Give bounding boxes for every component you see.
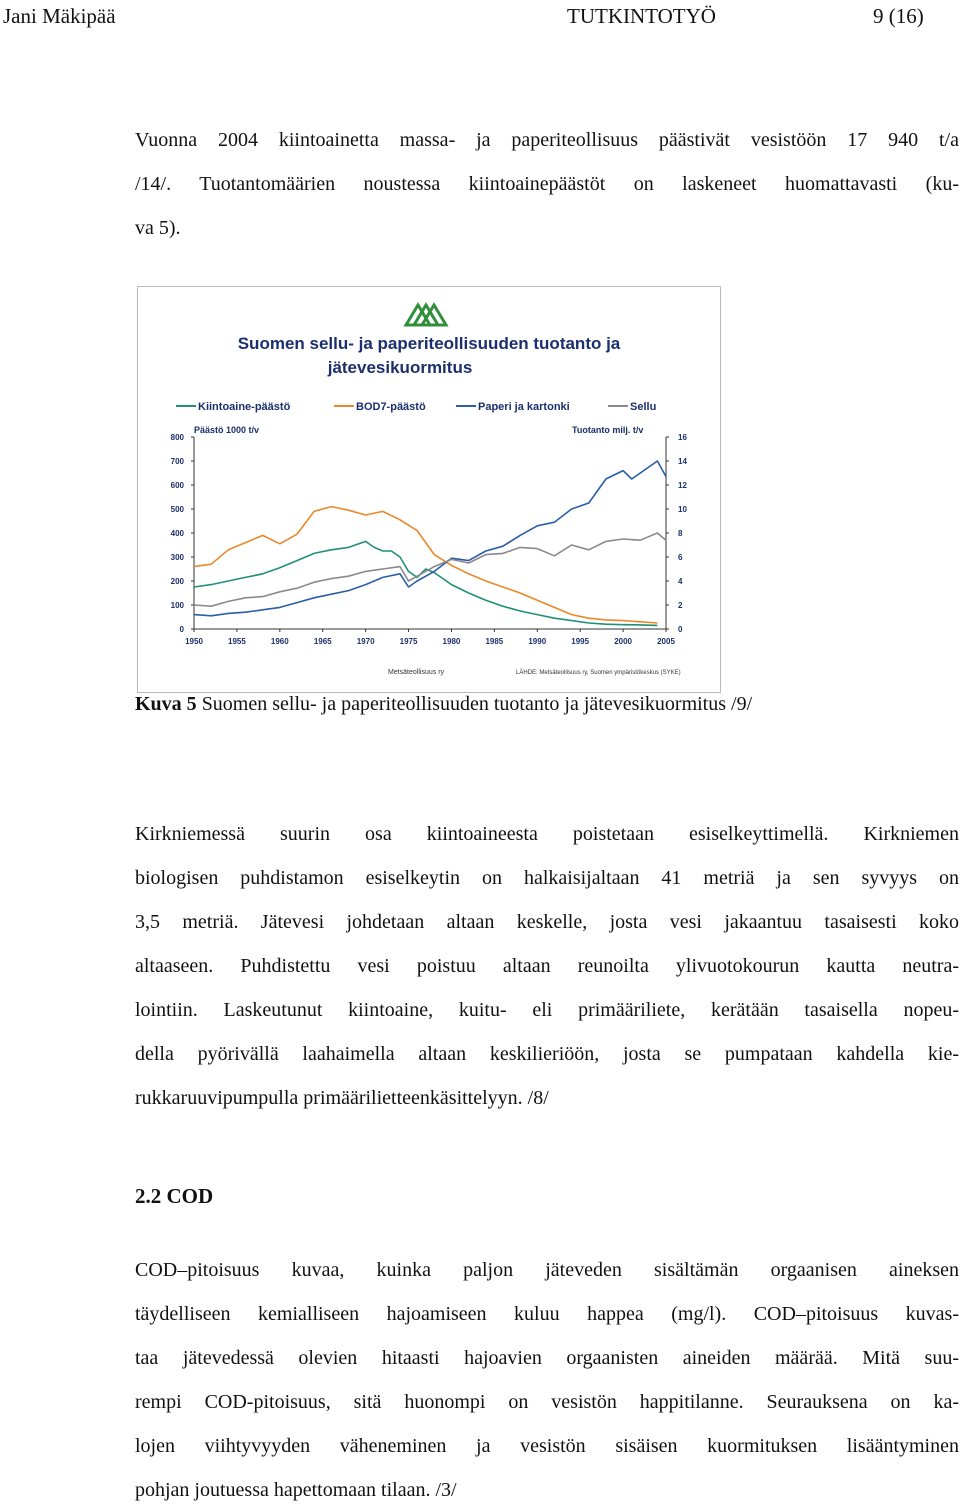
y-right-tick-label: 16	[678, 433, 687, 442]
header-page-number: 9 (16)	[873, 4, 924, 28]
legend-label-sellu: Sellu	[630, 401, 657, 413]
legend-label-kiintoaine: Kiintoaine-päästö	[198, 401, 291, 413]
text-line: lojen viihtyvyyden väheneminen ja vesistön sisäisen kuormituksen lisääntyminen	[135, 1435, 959, 1457]
series-line-paperi	[194, 461, 666, 616]
y-left-tick-label: 400	[170, 529, 184, 538]
chart-title-line-1: Suomen sellu- ja paperiteollisuuden tuotanto ja	[237, 334, 621, 353]
y-axis-right-label: Tuotanto milj. t/v	[572, 425, 644, 435]
x-tick-label: 2000	[614, 637, 632, 646]
x-tick-label: 1990	[528, 637, 547, 646]
text-line: taa jätevedessä olevien hitaasti hajoavien orgaanisten aineiden määrää. Mitä suu-	[135, 1347, 959, 1369]
chart-footer-right: LÄHDE: Metsäteollisuus ry, Suomen ympäristökeskus (SYKE)	[516, 670, 681, 676]
text-line: COD–pitoisuus kuvaa, kuinka paljon jäteveden sisältämän orgaanisen aineksen	[135, 1259, 959, 1281]
caption-text: Suomen sellu- ja paperiteollisuuden tuotanto ja jätevesikuormitus /9/	[196, 693, 753, 715]
x-tick-label: 1960	[270, 637, 289, 646]
y-left-tick-label: 200	[170, 577, 184, 586]
y-left-tick-label: 600	[170, 481, 184, 490]
body-paragraph-2	[135, 1248, 959, 1512]
metsateollisuus-logo-icon	[406, 305, 446, 325]
text-line: pohjan joutuessa hapettomaan tilaan. /3/	[135, 1479, 457, 1501]
header-doc-type: TUTKINTOTYÖ	[567, 4, 716, 28]
y-right-tick-label: 10	[678, 505, 687, 514]
x-tick-label: 1950	[185, 637, 203, 646]
text-line: /14/. Tuotantomäärien noustessa kiintoainepäästöt on laskeneet huomattavasti (ku-	[135, 173, 959, 195]
chart-legend	[176, 401, 656, 413]
text-line: täydelliseen kemialliseen hajoamiseen kuluu happea (mg/l). COD–pitoisuus kuvas-	[135, 1303, 959, 1325]
y-left-tick-label: 700	[170, 457, 184, 466]
text-line: altaaseen. Puhdistettu vesi poistuu altaan reunoilta ylivuotokourun kautta neutra-	[135, 955, 959, 977]
y-right-tick-label: 2	[678, 601, 683, 610]
text-line: lointiin. Laskeutunut kiintoaine, kuitu- eli primääriliete, kerätään tasaisella nopeu-	[135, 999, 959, 1021]
y-left-tick-label: 0	[179, 625, 184, 634]
series-line-bod7	[194, 507, 657, 623]
y-left-tick-label: 500	[170, 505, 184, 514]
y-left-tick-label: 800	[170, 433, 184, 442]
y-right-tick-label: 14	[678, 457, 687, 466]
x-tick-label: 1955	[228, 637, 246, 646]
y-right-tick-label: 4	[678, 577, 683, 586]
text-line: biologisen puhdistamon esiselkeytin on halkaisijaltaan 41 metriä ja sen syvyys on	[135, 867, 959, 889]
y-right-tick-label: 12	[678, 481, 687, 490]
text-line: della pyörivällä laahaimella altaan keskilieriöön, josta se pumpataan kahdella kie-	[135, 1043, 959, 1065]
figure-caption	[135, 693, 752, 716]
legend-label-bod7: BOD7-päästö	[356, 401, 426, 413]
text-line: 3,5 metriä. Jätevesi johdetaan altaan keskelle, josta vesi jakaantuu tasaisesti koko	[135, 911, 959, 933]
series-line-sellu	[194, 533, 666, 606]
caption-label: Kuva 5	[135, 693, 197, 715]
x-tick-label: 1970	[356, 637, 375, 646]
intro-paragraph	[135, 118, 959, 250]
y-left-tick-label: 300	[170, 553, 184, 562]
body-paragraph-1	[135, 812, 959, 1120]
text-line: rukkaruuvipumpulla primäärilietteenkäsittelyyn. /8/	[135, 1087, 549, 1109]
x-tick-label: 1965	[313, 637, 332, 646]
text-line: va 5).	[135, 217, 181, 239]
text-line: Vuonna 2004 kiintoainetta massa- ja paperiteollisuus päästivät vesistöön 17 940 t/a	[135, 129, 959, 151]
section-heading: 2.2 COD	[135, 1184, 214, 1208]
y-axis-left-label: Päästö 1000 t/v	[194, 425, 260, 435]
header-author: Jani Mäkipää	[3, 4, 116, 28]
x-tick-label: 1985	[485, 637, 504, 646]
series-line-kiintoaine	[194, 541, 657, 625]
y-left-tick-label: 100	[170, 601, 184, 610]
y-right-tick-label: 6	[678, 553, 683, 562]
x-tick-label: 1975	[399, 637, 418, 646]
x-tick-label: 2005	[657, 637, 675, 646]
text-line: rempi COD-pitoisuus, sitä huonompi on vesistön happitilanne. Seurauksena on ka-	[135, 1391, 959, 1413]
x-tick-label: 1980	[442, 637, 461, 646]
legend-label-paperi: Paperi ja kartonki	[478, 401, 570, 413]
chart-title-line-2: jätevesikuormitus	[327, 358, 473, 377]
x-tick-label: 1995	[571, 637, 590, 646]
chart-figure	[137, 286, 721, 693]
chart-svg	[138, 287, 720, 692]
chart-footer-left: Metsäteollisuus ry	[388, 669, 445, 676]
y-right-tick-label: 0	[678, 625, 683, 634]
y-right-tick-label: 8	[678, 529, 683, 538]
text-line: Kirkniemessä suurin osa kiintoaineesta poistetaan esiselkeyttimellä. Kirkniemen	[135, 823, 959, 845]
